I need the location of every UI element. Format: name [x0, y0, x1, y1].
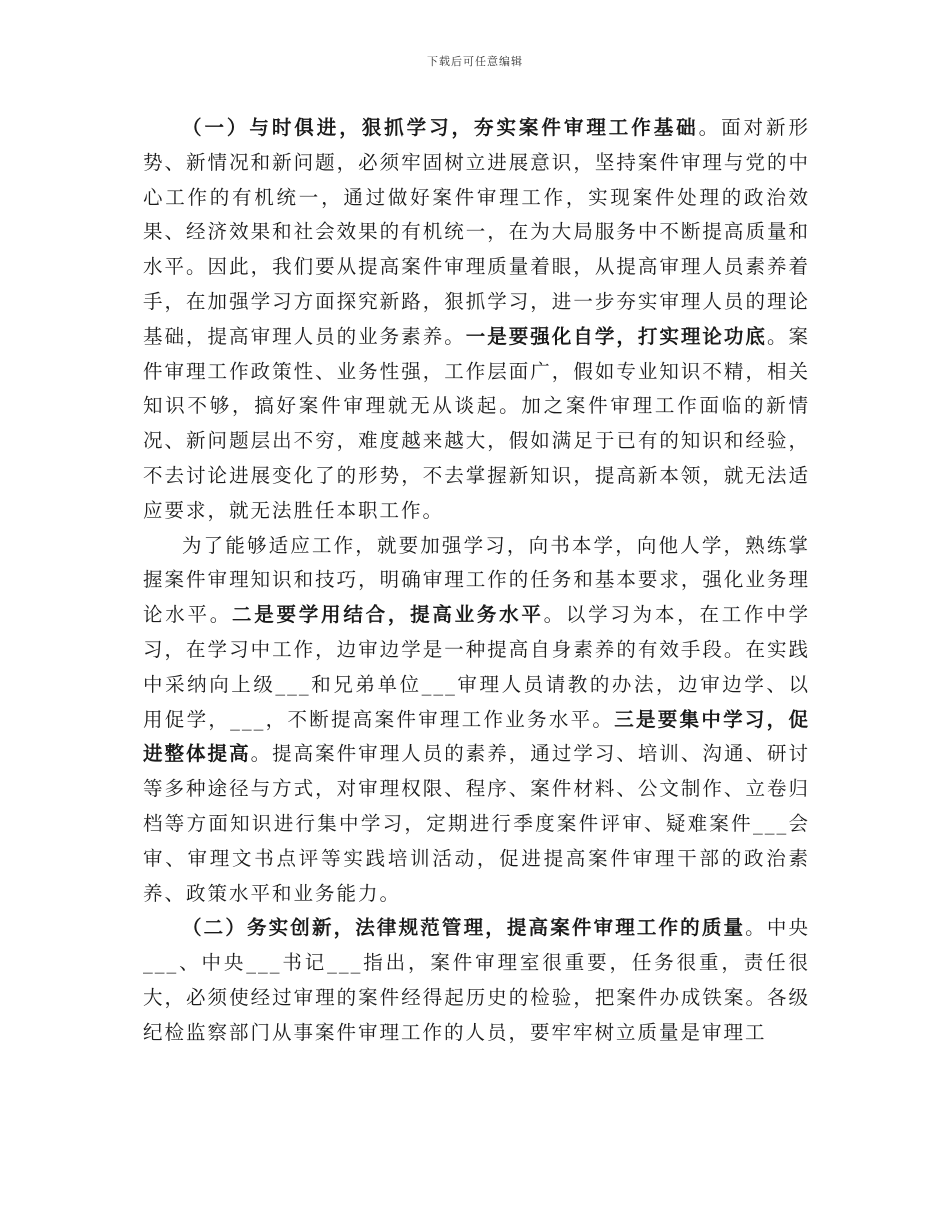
paragraph-text: 为了能够适应工作，就要加强学习，向书本学，向他人学，熟练掌握案件审理知识和技巧，明确审理工作的任务和基本要求，强化业务理论水平。: [143, 533, 810, 627]
paragraph-3: [143, 911, 810, 1050]
body-text: [143, 111, 810, 1051]
paragraph-text: 。面对新形势、新情况和新问题，必须牢固树立进展意识，坚持案件审理与党的中心工作的有机统一，通过做好案件审理工作，实现案件处理的政治效果、经济效果和社会效果的有机统一，在为大局服务中不断提高质量和水平。因此，我们要从提高案件审理质量着眼，从提高审理人员素养着手，在加强学习方面探究新路，狠抓学习，进一步夯实审理人员的理论基础，提高审理人员的业务素养。: [143, 116, 810, 348]
key-point-two: 二是要学用结合，提高业务水平: [232, 603, 544, 627]
paragraph-text: 。以学习为本，在工作中学习，在学习中工作，边审边学是一种提高自身素养的有效手段。在实践中采纳向上级___和兄弟单位___审理人员请教的办法，边审边学、以用促学，___，不断提高案件审理工作业务水平。: [143, 603, 810, 731]
heading-section-one: （一）与时俱进，狠抓学习，夯实案件审理工作基础: [182, 116, 699, 139]
paragraph-text: 。提高案件审理人员的素养，通过学习、培训、沟通、研讨等多种途径与方式，对审理权限、程序、案件材料、公文制作、立卷归档等方面知识进行集中学习，定期进行季度案件评审、疑难案件___会审、审理文书点评等实践培训活动，促进提高案件审理干部的政治素养、政策水平和业务能力。: [143, 742, 810, 905]
paragraph-text: 。案件审理工作政策性、业务性强，工作层面广，假如专业知识不精，相关知识不够，搞好案件审理就无从谈起。加之案件审理工作面临的新情况、新问题层出不穷，难度越来越大，假如满足于已有的知识和经验，不去讨论进展变化了的形势，不去掌握新知识，提高新本领，就无法适应要求，就无法胜任本职工作。: [143, 324, 810, 522]
paragraph-1: [143, 111, 810, 529]
key-point-one: 一是要强化自学，打实理论功底: [465, 324, 767, 348]
paragraph-2: [143, 529, 810, 912]
key-point-three: 三是要集中学习，促进整体提高: [143, 707, 810, 766]
paragraph-text: 。中央___、中央___书记___指出，案件审理室很重要，任务很重，责任很大，必须使经过审理的案件经得起历史的检验，把案件办成铁案。各级纪检监察部门从事案件审理工作的人员，要牢牢树立质量是审理工: [143, 916, 810, 1044]
heading-section-two: （二）务实创新，法律规范管理，提高案件审理工作的质量: [182, 916, 746, 940]
header-note: 下载后可任意编辑: [427, 55, 523, 68]
